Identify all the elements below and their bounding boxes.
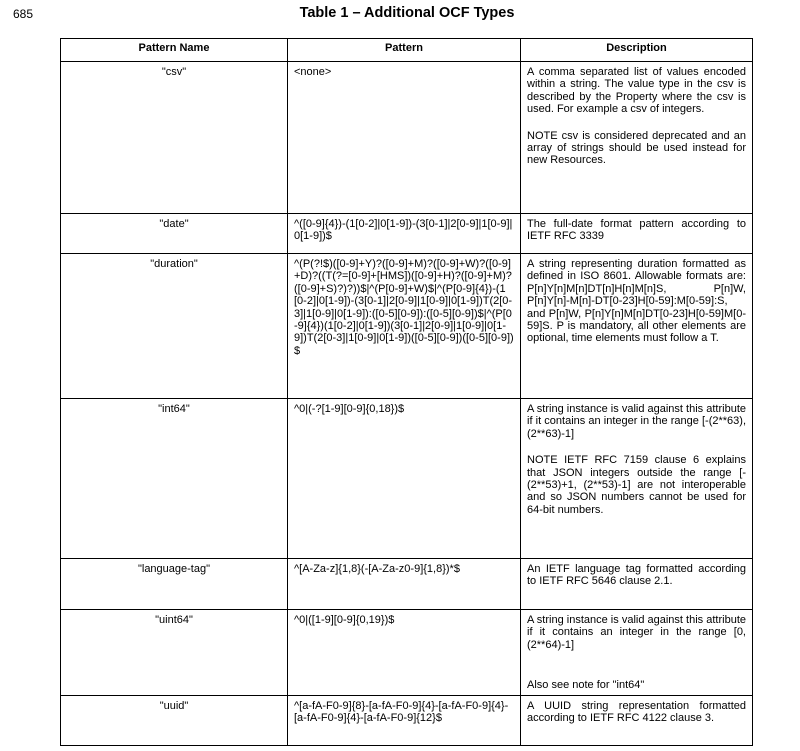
description-paragraph: A string representing duration formatted as defined in ISO 8601. Allowable formats are: P[n]Y[n]M[n]DT[n]H[n]M[n]S, P[n]W, P[n]Y[n]-M[n]-DT[0-23]H[0-59]:M[0-59]:S, and P[n]W, P[n]Y[n]M[n]DT[0-23]H[0-59]M[0-59]S. P is mandatory, all other elements are optional, time elements must follow a T. xyxy=(527,258,746,345)
table-row xyxy=(61,214,753,254)
description-paragraph: An IETF language tag formatted according to IETF RFC 5646 clause 2.1. xyxy=(527,563,746,588)
pattern-name-cell: "int64" xyxy=(61,399,288,559)
table-header-row xyxy=(61,39,753,62)
header-description: Description xyxy=(521,39,753,62)
pattern-name-cell: "language-tag" xyxy=(61,559,288,610)
pattern-name-cell: "csv" xyxy=(61,62,288,214)
pattern-cell: ^(P(?!$)([0-9]+Y)?([0-9]+M)?([0-9]+W)?([0-9]+D)?((T(?=[0-9]+[HMS])([0-9]+H)?([0-9]+M)?([0-9]+S)?)?))$|^(P[0-9]+W)$|^(P[0-9]{4})-(1[0-2]|0[1-9])-(3[0-1]|2[0-9]|1[0-9]|0[1-9])T(2[0-3]|1[0-9]|0[1-9]):([0-5][0-9]):([0-5][0-9])$|^(P[0-9]{4})(1[0-2]|0[1-9])(3[0-1]|2[0-9]|1[0-9]|0[1-9])T(2[0-3]|1[0-9]|0[1-9])([0-5][0-9])([0-5][0-9])$ xyxy=(288,254,521,399)
description-note: NOTE IETF RFC 7159 clause 6 explains that JSON integers outside the range [-(2**53)+1, (2**53)-1] are not interoperable and so JSON numbers cannot be used for 64-bit numbers. xyxy=(527,454,746,516)
description-cell xyxy=(521,399,753,559)
description-paragraph: The full-date format pattern according to IETF RFC 3339 xyxy=(527,218,746,243)
description-cell xyxy=(521,610,753,696)
pattern-cell: <none> xyxy=(288,62,521,214)
pattern-name-cell: "duration" xyxy=(61,254,288,399)
description-paragraph: A comma separated list of values encoded within a string. The value type in the csv is described by the Property where the csv is used. For example a csv of integers. xyxy=(527,66,746,116)
table-row xyxy=(61,696,753,746)
description-paragraph: A UUID string representation formatted according to IETF RFC 4122 clause 3. xyxy=(527,700,746,725)
description-note: Also see note for "int64" xyxy=(527,679,645,692)
description-cell xyxy=(521,254,753,399)
table-row xyxy=(61,559,753,610)
description-paragraph: A string instance is valid against this attribute if it contains an integer in the range [-(2**63), (2**63)-1] xyxy=(527,403,746,440)
description-cell xyxy=(521,559,753,610)
ocf-types-table xyxy=(60,38,753,746)
header-pattern-name: Pattern Name xyxy=(61,39,288,62)
table-row xyxy=(61,399,753,559)
pattern-name-cell: "uint64" xyxy=(61,610,288,696)
pattern-cell: ^0|([1-9][0-9]{0,19})$ xyxy=(288,610,521,696)
pattern-cell: ^0|(-?[1-9][0-9]{0,18})$ xyxy=(288,399,521,559)
pattern-cell: ^[a-fA-F0-9]{8}-[a-fA-F0-9]{4}-[a-fA-F0-9]{4}-[a-fA-F0-9]{4}-[a-fA-F0-9]{12}$ xyxy=(288,696,521,746)
pattern-cell: ^[A-Za-z]{1,8}(-[A-Za-z0-9]{1,8})*$ xyxy=(288,559,521,610)
description-cell xyxy=(521,62,753,214)
table-row xyxy=(61,610,753,696)
table-row xyxy=(61,62,753,214)
description-cell xyxy=(521,214,753,254)
table-title: Table 1 – Additional OCF Types xyxy=(299,5,515,21)
pattern-name-cell: "uuid" xyxy=(61,696,288,746)
description-cell xyxy=(521,696,753,746)
table-row xyxy=(61,254,753,399)
pattern-cell: ^([0-9]{4})-(1[0-2]|0[1-9])-(3[0-1]|2[0-9]|1[0-9]|0[1-9])$ xyxy=(288,214,521,254)
description-note: NOTE csv is considered deprecated and an array of strings should be used instead for new Resources. xyxy=(527,129,746,167)
line-number: 685 xyxy=(13,7,34,21)
pattern-name-cell: "date" xyxy=(61,214,288,254)
header-pattern: Pattern xyxy=(288,39,521,62)
description-paragraph: A string instance is valid against this attribute if it contains an integer in the range [0, (2**64)-1] xyxy=(527,614,746,651)
